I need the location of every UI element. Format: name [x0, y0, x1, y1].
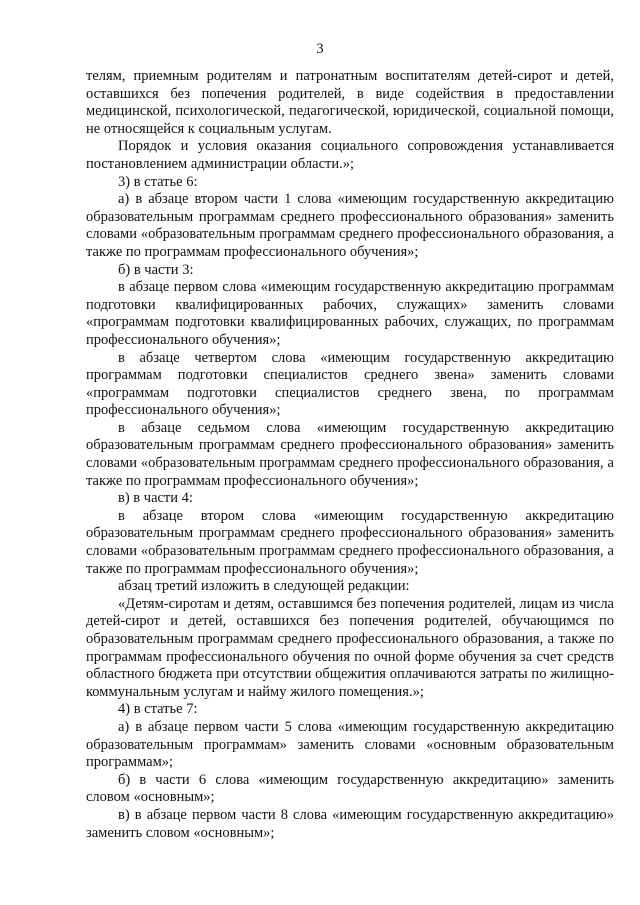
paragraph: Порядок и условия оказания социального сопровождения устанавливается постановлением администрации области.»;	[86, 138, 614, 172]
paragraph: в абзаце первом слова «имеющим государственную аккредитацию программам подготовки квалифицированных рабочих, служащих» заменить словами «программам подготовки квалифицированных рабочих, служащих, по программам профессионального обучения»;	[86, 279, 614, 348]
paragraph: а) в абзаце втором части 1 слова «имеющим государственную аккредитацию образовательным программам среднего профессионального образования» заменить словами «образовательным программам среднего профессионального образования, а также по программам профессионального обучения»;	[86, 191, 614, 260]
paragraph: абзац третий изложить в следующей редакции:	[118, 578, 410, 595]
paragraph-item-heading: б) в части 3:	[118, 261, 194, 278]
page-number: 3	[316, 41, 324, 57]
paragraph: в абзаце седьмом слова «имеющим государственную аккредитацию образовательным программам среднего профессионального образования» заменить словами «образовательным программам среднего профессионального образования, а также по программам профессионального обучения»;	[86, 419, 614, 489]
paragraph-item-heading: 4) в статье 7:	[118, 701, 198, 718]
paragraph: в абзаце четвертом слова «имеющим государственную аккредитацию программам подготовки специалистов среднего звена» заменить словами «программам подготовки специалистов среднего звена, по программам профессионального обучения»;	[86, 349, 614, 419]
paragraph-quote: «Детям-сиротам и детям, оставшимся без попечения родителей, лицам из числа детей-сирот и детей, оставшихся без попечения родителей, обучающимся по образовательным программам среднего профессионального образования, а также по программам профессионального обучения по очной форме обучения за счет средств областного бюджета при отсутствии общежития оплачиваются затраты по жилищно-коммунальным услугам и найму жилого помещения.»;	[86, 595, 614, 700]
paragraph-item-heading: 3) в статье 6:	[118, 173, 198, 190]
paragraph-continuation: телям, приемным родителям и патронатным воспитателям детей-сирот и детей, оставшихся без попечения родителей, в виде содействия в предоставлении медицинской, психологической, педагогической, юридической, социальной помощи, не относящейся к социальным услугам.	[86, 68, 614, 137]
paragraph: б) в части 6 слова «имеющим государственную аккредитацию» заменить словом «основным»;	[86, 771, 614, 806]
paragraph: а) в абзаце первом части 5 слова «имеющим государственную аккредитацию образовательным программам» заменить словами «основным образовательным программам»;	[86, 718, 614, 771]
paragraph: в абзаце втором слова «имеющим государственную аккредитацию образовательным программам среднего профессионального образования» заменить словами «образовательным программам среднего профессионального образования, а также по программам профессионального обучения»;	[86, 507, 614, 577]
document-body	[86, 68, 614, 842]
paragraph-item-heading: в) в части 4:	[118, 490, 193, 507]
paragraph: в) в абзаце первом части 8 слова «имеющим государственную аккредитацию» заменить словом «основным»;	[86, 806, 614, 841]
